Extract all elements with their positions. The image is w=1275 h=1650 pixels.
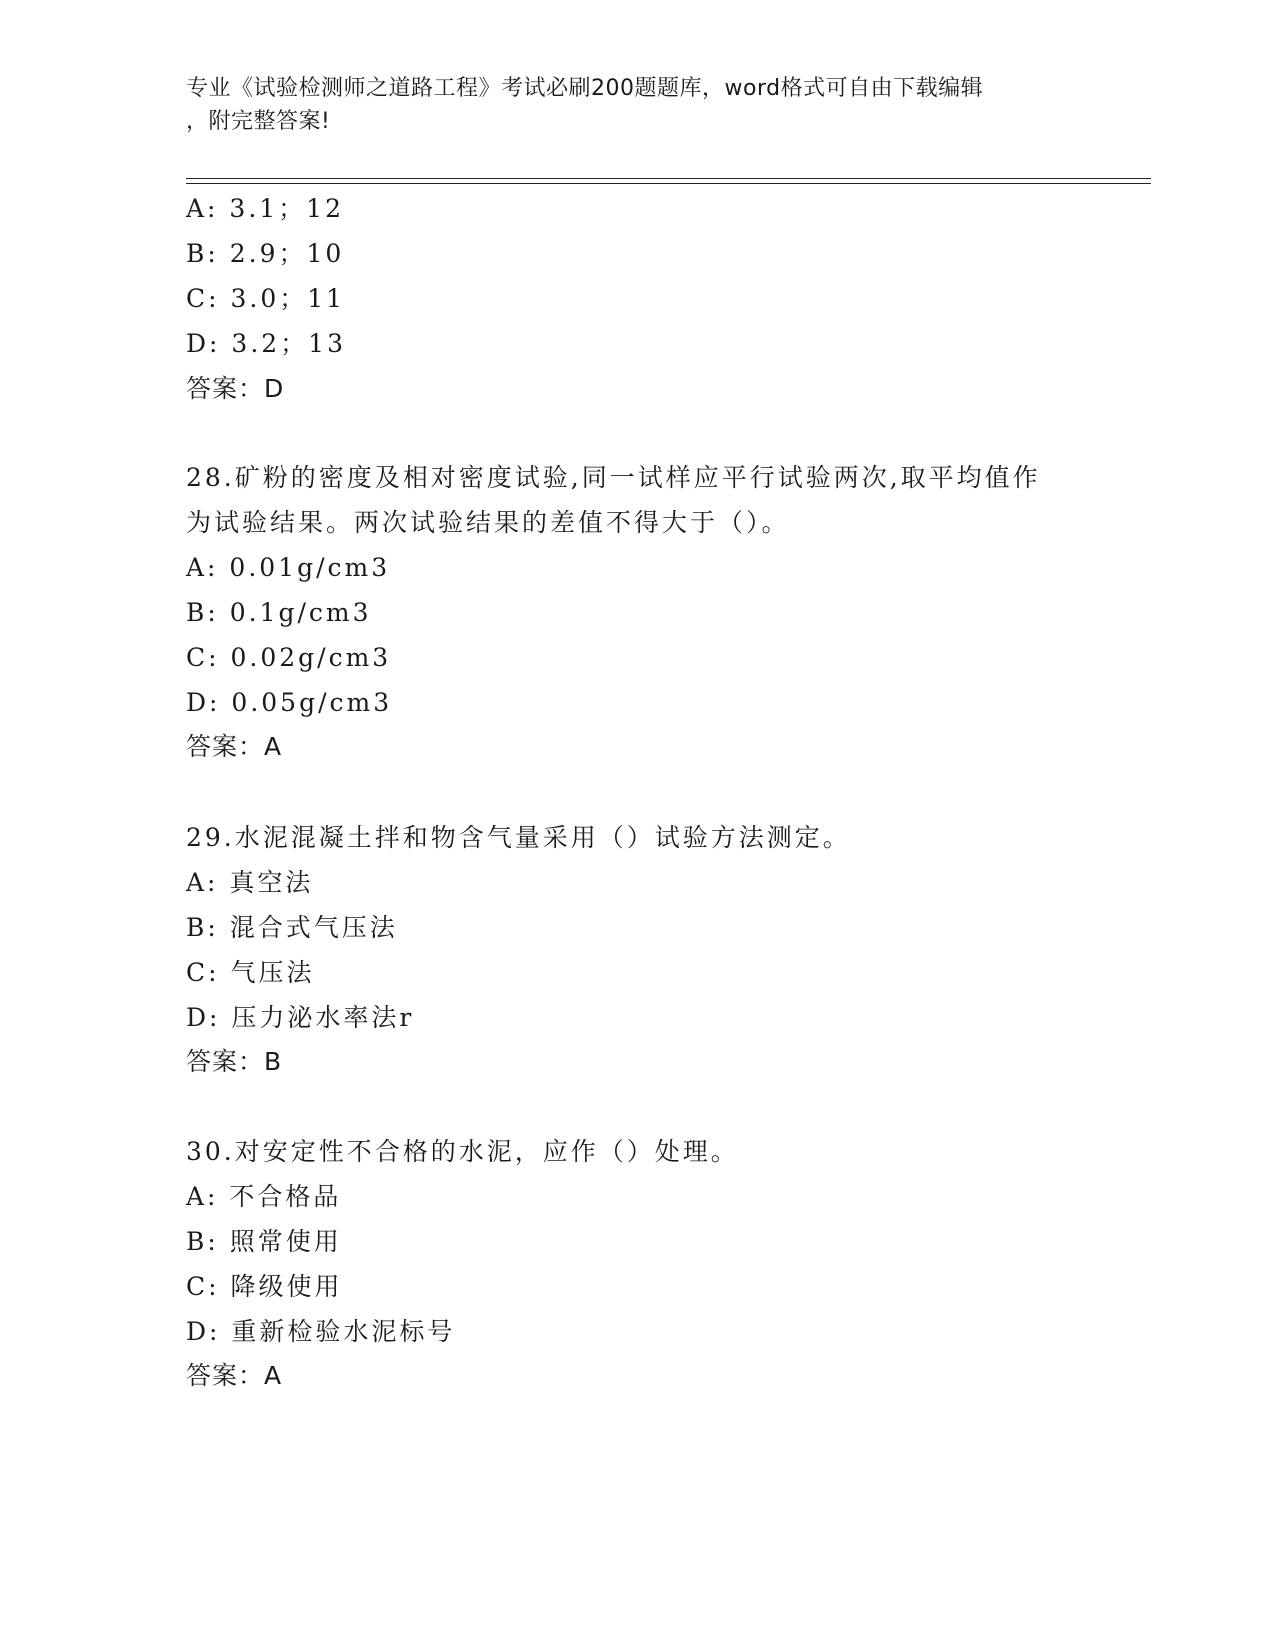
- document-header: [186, 72, 1066, 138]
- q29-option-a: A: 真空法: [186, 868, 314, 897]
- header-title-line-1: 专业《试验检测师之道路工程》考试必刷200题题库，word格式可自由下载编辑: [186, 76, 984, 101]
- q29-answer: 答案：B: [186, 1047, 283, 1076]
- header-title-line-2: ，附完整答案!: [186, 109, 331, 134]
- q30-option-c: C: 降级使用: [186, 1272, 343, 1301]
- q30-stem: 30.对安定性不合格的水泥，应作（）处理。: [186, 1137, 739, 1166]
- q28-option-a: A: 0.01g/cm3: [186, 553, 391, 582]
- prev-option-a: A: 3.1；12: [186, 194, 344, 223]
- q30-answer: 答案：A: [186, 1361, 283, 1390]
- q28-option-d: D: 0.05g/cm3: [186, 688, 393, 717]
- header-divider-top: [186, 178, 1151, 179]
- prev-option-b: B: 2.9；10: [186, 239, 345, 268]
- q29-option-c: C: 气压法: [186, 958, 315, 987]
- prev-option-d: D: 3.2；13: [186, 329, 346, 358]
- q28-stem-line-1: 28.矿粉的密度及相对密度试验,同一试样应平行试验两次,取平均值作: [186, 463, 1041, 492]
- q28-stem-line-2: 为试验结果。两次试验结果的差值不得大于（）。: [186, 508, 790, 537]
- header-divider-bottom: [186, 183, 1151, 184]
- q29-option-d: D: 压力泌水率法r: [186, 1003, 415, 1032]
- q28-option-c: C: 0.02g/cm3: [186, 643, 392, 672]
- q30-option-a: A: 不合格品: [186, 1182, 342, 1211]
- q29-option-b: B: 混合式气压法: [186, 913, 398, 942]
- q29-stem: 29.水泥混凝土拌和物含气量采用（）试验方法测定。: [186, 823, 851, 852]
- q30-option-b: B: 照常使用: [186, 1227, 342, 1256]
- q30-option-d: D: 重新检验水泥标号: [186, 1317, 456, 1346]
- prev-answer: 答案：D: [186, 374, 285, 403]
- q28-answer: 答案：A: [186, 732, 283, 761]
- prev-option-c: C: 3.0；11: [186, 284, 346, 313]
- q28-option-b: B: 0.1g/cm3: [186, 598, 372, 627]
